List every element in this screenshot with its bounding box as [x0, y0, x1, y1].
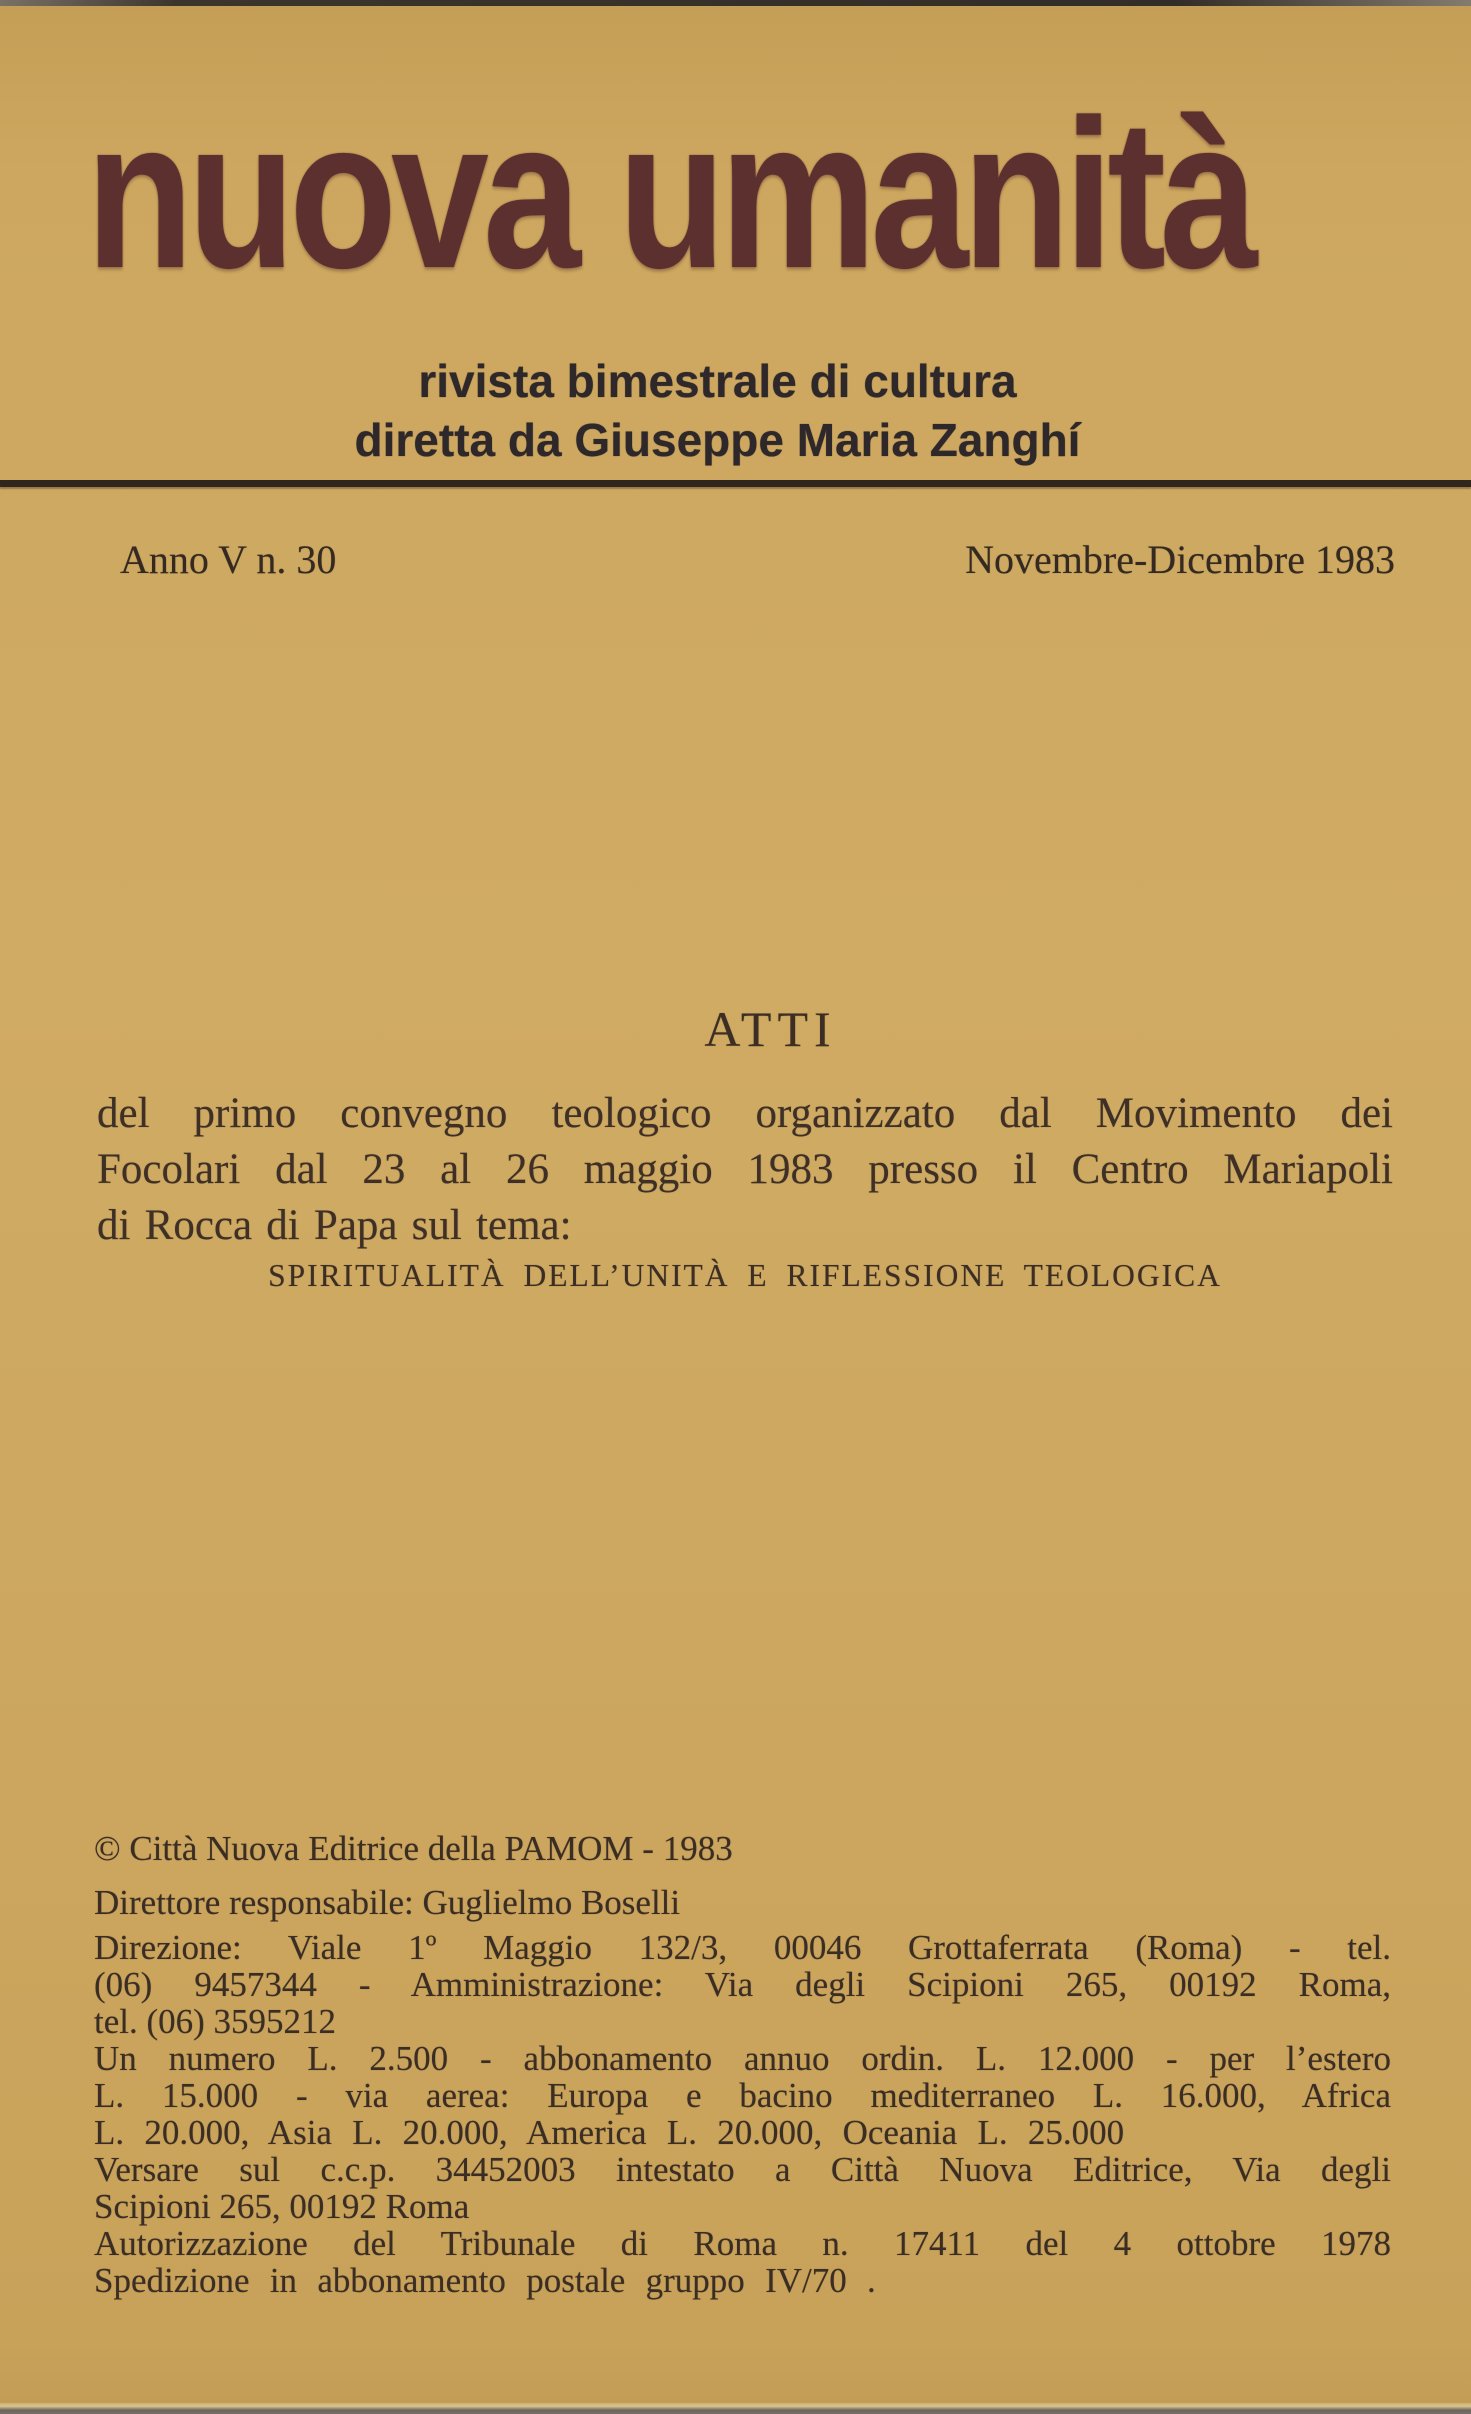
colophon-line: L. 15.000 - via aerea: Europa e bacino mediterraneo L. 16.000, Africa	[94, 2076, 1391, 2115]
journal-subtitle	[0, 352, 1435, 470]
paragraph-line: di Rocca di Papa sul tema:	[97, 1202, 572, 1249]
colophon-line: tel. (06) 3595212	[94, 2002, 337, 2041]
colophon-line: Versare sul c.c.p. 34452003 intestato a Città Nuova Editrice, Via degli	[94, 2150, 1391, 2189]
scan-edge-top	[0, 0, 1471, 6]
colophon-line: (06) 9457344 - Amministrazione: Via degli Scipioni 265, 00192 Roma,	[94, 1965, 1391, 2004]
colophon-line: Scipioni 265, 00192 Roma	[94, 2187, 470, 2226]
section-heading-atti: ATTI	[704, 1001, 837, 1057]
colophon-line: Un numero L. 2.500 - abbonamento annuo ordin. L. 12.000 - per l’estero	[94, 2039, 1391, 2078]
paragraph-line: Focolari dal 23 al 26 maggio 1983 presso il Centro Mariapoli	[97, 1146, 1393, 1193]
issue-volume: Anno V n. 30	[120, 537, 337, 582]
colophon-block	[94, 1929, 1391, 2299]
colophon-line: Direzione: Viale 1º Maggio 132/3, 00046 Grottaferrata (Roma) - tel.	[94, 1928, 1391, 1967]
scan-edge-bottom	[0, 2403, 1471, 2414]
journal-title: nuova umanità	[86, 75, 1253, 312]
divider-rule	[0, 480, 1471, 487]
convention-paragraph	[97, 1086, 1393, 1254]
copyright-line: © Città Nuova Editrice della PAMOM - 1983	[94, 1829, 733, 1868]
conference-theme: SPIRITUALITÀ DELL’UNITÀ E RIFLESSIONE TEOLOGICA	[268, 1258, 1222, 1293]
colophon-line: Spedizione in abbonamento postale gruppo IV/70 .	[94, 2261, 876, 2300]
issue-row	[120, 536, 1395, 583]
director-line: Direttore responsabile: Guglielmo Boselli	[94, 1883, 681, 1922]
issue-date: Novembre-Dicembre 1983	[965, 537, 1395, 582]
colophon-line: Autorizzazione del Tribunale di Roma n. 17411 del 4 ottobre 1978	[94, 2224, 1391, 2263]
subtitle-line-2: diretta da Giuseppe Maria Zanghí	[354, 414, 1081, 466]
colophon-line: L. 20.000, Asia L. 20.000, America L. 20.000, Oceania L. 25.000	[94, 2113, 1125, 2152]
subtitle-line-1: rivista bimestrale di cultura	[418, 355, 1017, 407]
paragraph-line: del primo convegno teologico organizzato dal Movimento dei	[97, 1090, 1393, 1137]
